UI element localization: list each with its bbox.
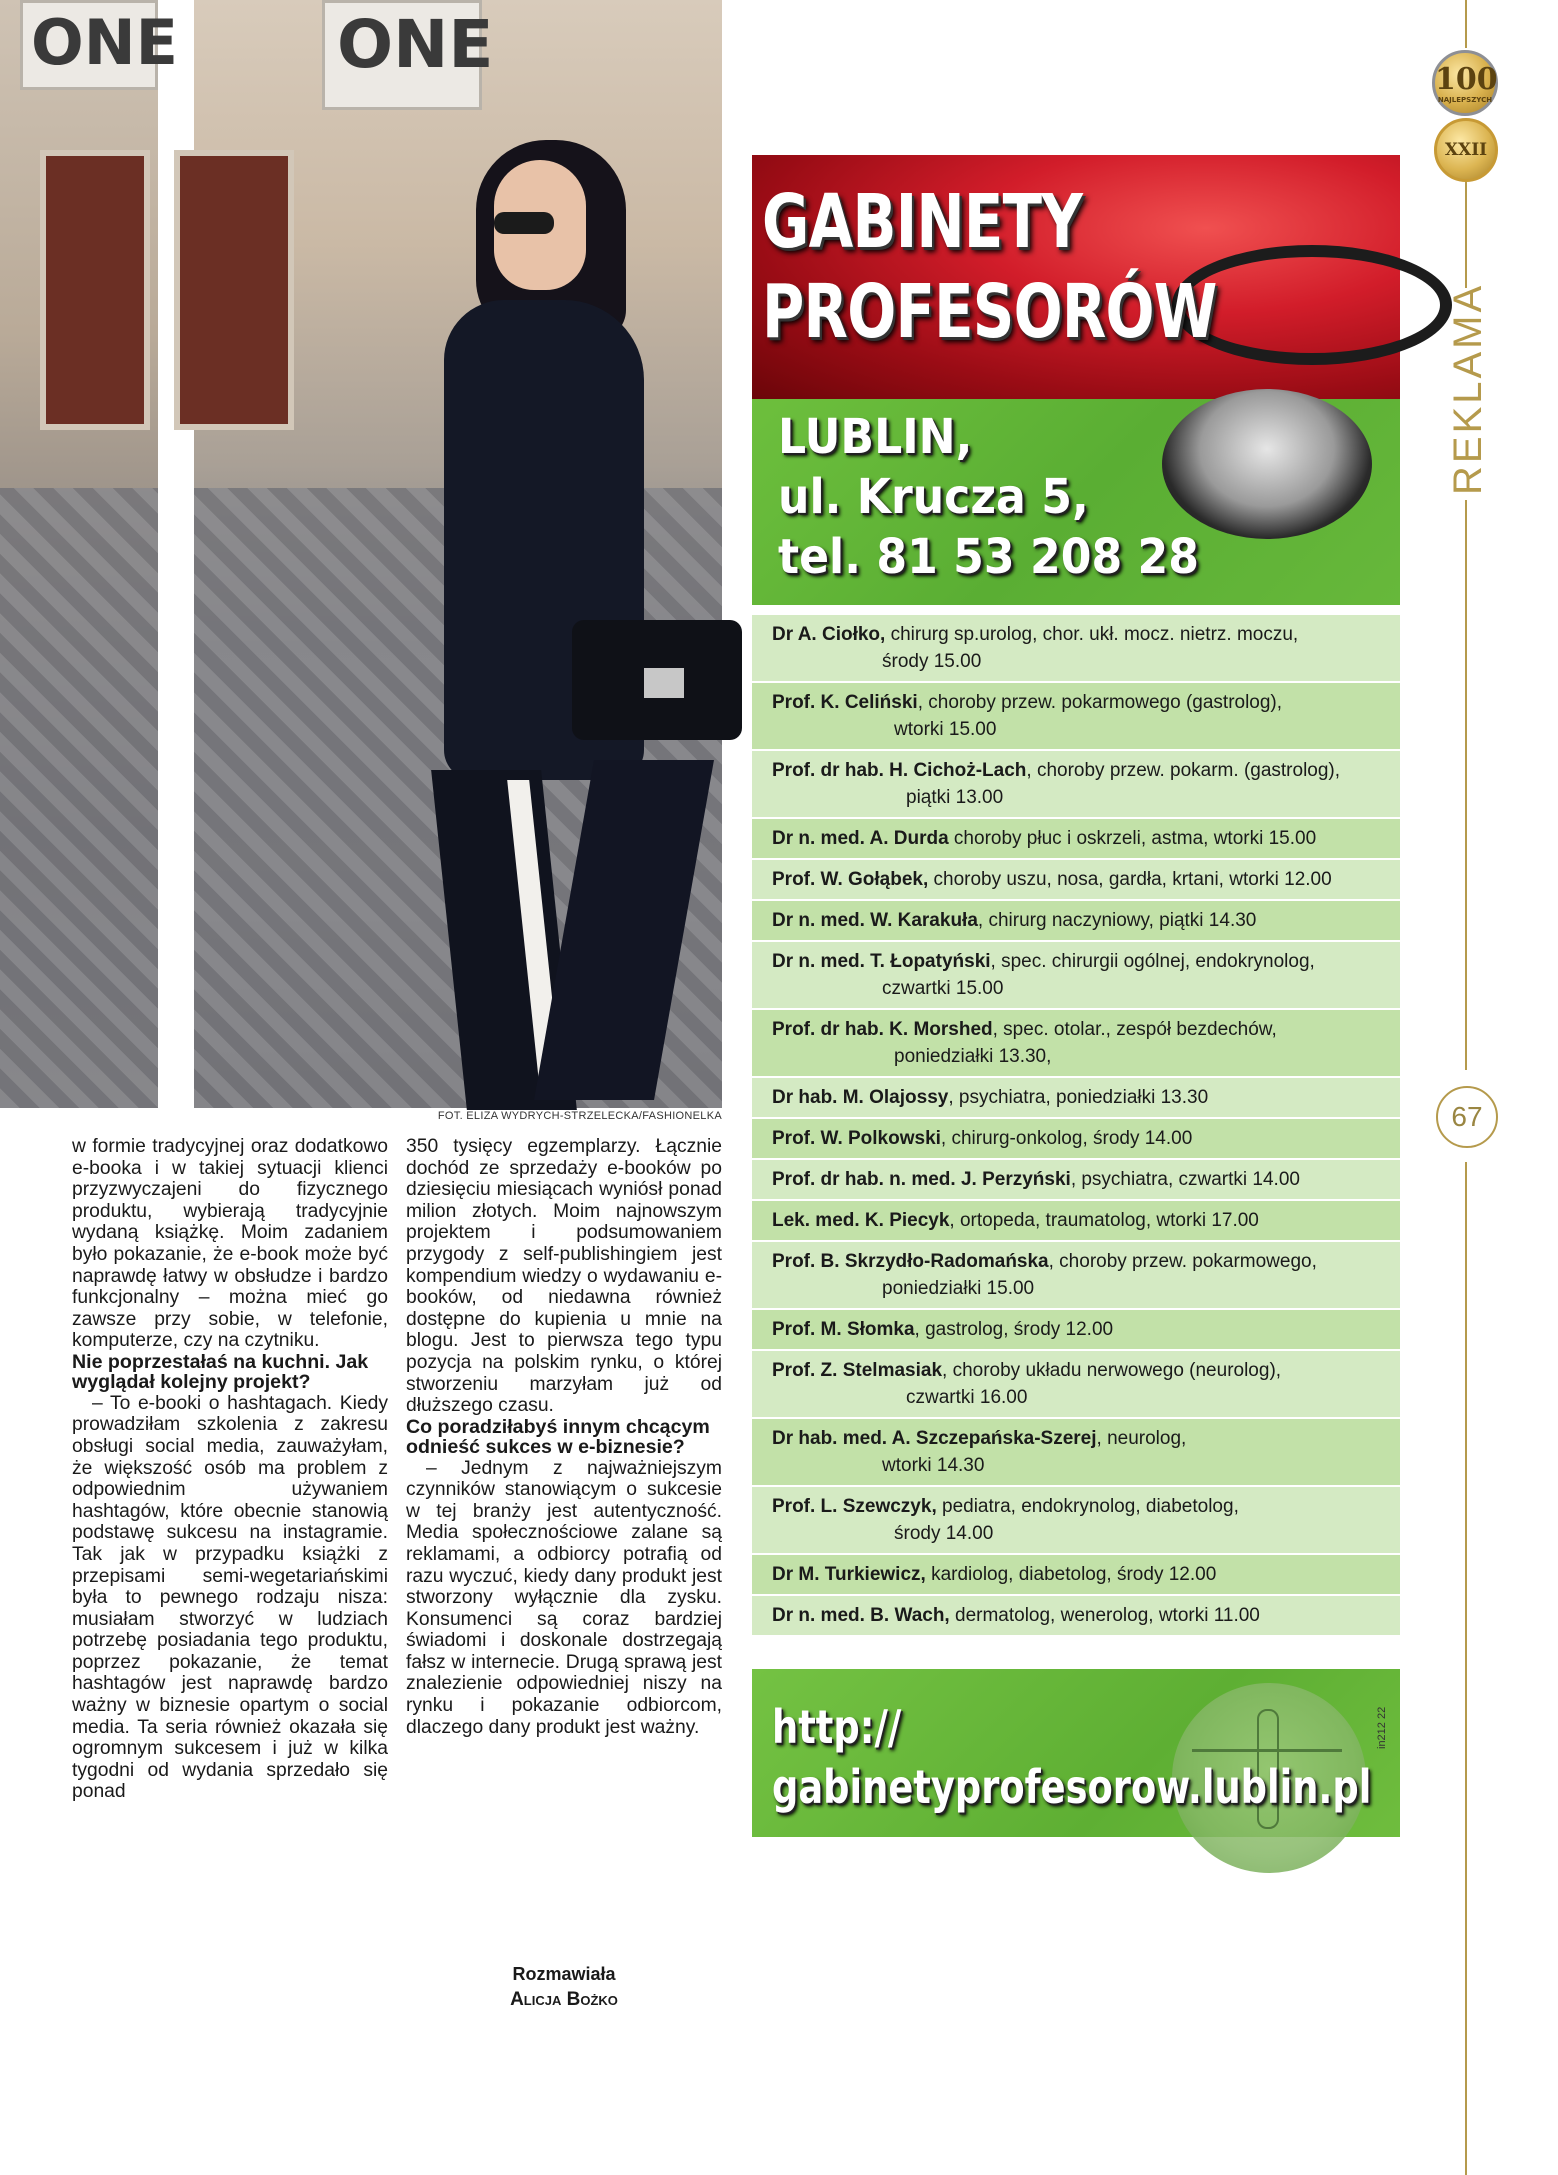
doctor-specialty: pediatra, endokrynolog, diabetolog, [936, 1496, 1239, 1517]
doctor-name: Lek. med. K. Piecyk [772, 1210, 950, 1231]
photo-credit: FOT. ELIZA WYDRYCH-STRZELECKA/FASHIONELKA [437, 1110, 722, 1122]
doctor-specialty: , choroby przew. pokarmowego (gastrolog), [917, 692, 1283, 713]
ad-address [778, 407, 1236, 587]
doctor-specialty: , psychiatra, czwartki 14.00 [1070, 1169, 1300, 1190]
doctor-entry [752, 1240, 1400, 1308]
medal-xxii-number: XXII [1444, 140, 1488, 160]
margin-rule [1465, 500, 1467, 1070]
doctor-specialty: , choroby układu nerwowego (neurolog), [942, 1360, 1282, 1381]
doctor-hours: środy 15.00 [882, 651, 982, 672]
doctor-hours: wtorki 14.30 [882, 1455, 985, 1476]
doctor-name: Dr hab. M. Olajossy [772, 1087, 949, 1108]
ad-title [762, 177, 1217, 357]
doctor-entry [752, 681, 1400, 749]
doctor-specialty: , gastrolog, środy 12.00 [914, 1319, 1114, 1340]
doctor-name: Prof. B. Skrzydło-Radomańska [772, 1251, 1049, 1272]
shop-sign [20, 0, 178, 90]
doctor-entry [752, 899, 1400, 940]
paragraph: 350 tysięcy egzemplarzy. Łącznie dochód ze sprzedaży e-booków po dziesięciu miesiącach wyniósł ponad milion złotych. Moim najnowszym projektem i podsumowaniem przygody z self-publishingiem jest kompendium wiedzy o wydawaniu e-booków, od niedawna również dostępne do kupienia u mnie na blogu. Jest to pierwsza tego typu pozycja na polskim rynku, o której stworzeniu marzyłam już od dłuższego czasu. [406, 1136, 722, 1417]
doctor-name: Dr n. med. A. Durda [772, 828, 949, 849]
door-2 [174, 150, 294, 430]
doctor-name: Prof. W. Polkowski [772, 1128, 941, 1149]
doctor-specialty: chirurg sp.urolog, chor. ukł. mocz. nietrz. moczu, [885, 624, 1299, 645]
doctor-specialty: , psychiatra, poniedziałki 13.30 [948, 1087, 1209, 1108]
doctor-specialty: , choroby przew. pokarm. (gastrolog), [1026, 760, 1341, 781]
doctor-name: Prof. W. Gołąbek, [772, 869, 929, 890]
doctor-entry [752, 1417, 1400, 1485]
doctor-specialty: choroby uszu, nosa, gardła, krtani, wtorki 12.00 [928, 869, 1332, 890]
doctor-specialty: kardiolog, diabetolog, środy 12.00 [925, 1564, 1217, 1585]
paragraph: w formie tradycyjnej oraz dodatkowo e-booka i w takiej sytuacji klienci przyzwyczajeni do fizycznego produktu, wybierają tradycyjnie wydaną książkę. Moim zadaniem było pokazanie, że e-book może być naprawdę łatwy w obsłudze i bardzo funkcjonalny – można mieć go zawsze przy sobie, w telefonie, komputerze, czy na czytniku. [72, 1136, 388, 1352]
doctor-hours: poniedziałki 15.00 [882, 1278, 1035, 1299]
byline-label: Rozmawiała [512, 1964, 616, 1984]
doctor-list [752, 613, 1400, 1635]
doctor-specialty: , spec. chirurgii ogólnej, endokrynolog, [990, 951, 1315, 972]
interview-question: Nie poprzestałaś na kuchni. Jak wyglądał kolejny projekt? [72, 1350, 369, 1394]
doctor-entry [752, 1008, 1400, 1076]
doctor-entry [752, 1485, 1400, 1553]
doctor-entry [752, 1553, 1400, 1594]
doctor-name: Prof. L. Szewczyk, [772, 1496, 937, 1517]
doctor-name: Dr M. Turkiewicz, [772, 1564, 926, 1585]
doctor-name: Dr n. med. W. Karakuła [772, 910, 978, 931]
cobblestone-street [0, 488, 158, 1108]
page-number: 67 [1436, 1086, 1498, 1148]
doctor-name: Dr n. med. T. Łopatyński [772, 951, 991, 972]
doctor-entry [752, 1076, 1400, 1117]
doctor-hours: wtorki 15.00 [894, 719, 997, 740]
doctor-hours: czwartki 16.00 [906, 1387, 1028, 1408]
doctor-entry [752, 1199, 1400, 1240]
doctor-specialty: choroby płuc i oskrzeli, astma, wtorki 15.00 [948, 828, 1317, 849]
doctor-specialty: , chirurg naczyniowy, piątki 14.30 [977, 910, 1257, 931]
doctor-specialty: , chirurg-onkolog, środy 14.00 [940, 1128, 1193, 1149]
doctor-entry [752, 1349, 1400, 1417]
paragraph: – Jednym z najważniejszym czynników stanowiącym o sukcesie w tej branży jest autentyczność. Media społecznościowe zalane są reklamami, a odbiorcy potrafią od razu wyczuć, kiedy dany produkt jest stworzony wyłącznie dla zysku. Konsumenci są coraz bardziej świadomi i doskonale dostrzegają fałsz w internecie. Drugą sprawą jest znalezienie odpowiedniej niszy na rynku i pokazanie odbiorcom, dlaczego dany produkt jest ważny. [406, 1457, 722, 1738]
ad-address-panel [752, 399, 1400, 605]
section-label: REKLAMA [1446, 282, 1490, 495]
paragraph: – To e-booki o hashtagach. Kiedy prowadziłam szkolenia z zakresu obsługi social media, zauważyłam, że większość osób ma problem z odpowiednim używaniem hashtagów, które obecnie stanowią podstawę sukcesu na instagramie. Tak jak w przypadku książki z przepisami semi-wegetariańskimi była to pewnego rodzaju nisza: musiałam stworzyć w ludziach potrzebę posiadania tego produktu, poprzez pokazanie, że temat hashtagów jest naprawdę bardzo ważny w biznesie opartym o social media. Ta seria również okazała się ogromnym sukcesem i już w kilka tygodni od wydania sprzedało się ponad [72, 1392, 388, 1803]
doctor-hours: poniedziałki 13.30, [894, 1046, 1052, 1067]
doctor-entry [752, 613, 1400, 681]
doctor-name: Prof. Z. Stelmasiak [772, 1360, 943, 1381]
doctor-name: Prof. dr hab. n. med. J. Perzyński [772, 1169, 1071, 1190]
doctor-hours: czwartki 15.00 [882, 978, 1004, 999]
doctor-entry [752, 1117, 1400, 1158]
photo-left-crop [0, 0, 178, 1108]
doctor-specialty: dermatolog, wenerolog, wtorki 11.00 [949, 1605, 1260, 1626]
doctor-name: Dr A. Ciołko, [772, 624, 886, 645]
ad-street: ul. Krucza 5, [778, 469, 1089, 525]
medal-100-icon [1432, 50, 1498, 116]
doctor-name: Dr n. med. B. Wach, [772, 1605, 950, 1626]
ad-url-line-1[interactable]: http:// [772, 1700, 902, 1754]
ad-code: in212 22 [1376, 1706, 1388, 1749]
doctor-entry [752, 749, 1400, 817]
doctor-specialty: , ortopeda, traumatolog, wtorki 17.00 [949, 1210, 1259, 1231]
article-column-2 [406, 1136, 722, 1738]
doctor-name: Prof. dr hab. K. Morshed [772, 1019, 993, 1040]
doctor-specialty: , neurolog, [1096, 1428, 1187, 1449]
margin-rule [1465, 1162, 1467, 2175]
doctor-entry [752, 1594, 1400, 1635]
doctor-name: Prof. K. Celiński [772, 692, 918, 713]
interview-question: Co poradziłabyś innym chcącym odnieść sukces w e-biznesie? [406, 1415, 710, 1459]
doctor-entry [752, 940, 1400, 1008]
medal-100-caption: NAJLEPSZYCH [1437, 96, 1493, 104]
doctor-name: Prof. dr hab. H. Cichoż-Lach [772, 760, 1027, 781]
byline-name: Alicja Bożko [510, 1989, 618, 2010]
doctor-entry [752, 817, 1400, 858]
shop-sign-2 [322, 0, 494, 110]
ad-city: LUBLIN, [778, 409, 973, 465]
doctor-entry [752, 858, 1400, 899]
shop-sign-text: ONE [31, 6, 178, 79]
doctor-hours: środy 14.00 [894, 1523, 994, 1544]
ad-title-line-2: PROFESORÓW [762, 269, 1217, 355]
handbag-clasp [644, 668, 684, 698]
ad-phone: tel. 81 53 208 28 [778, 529, 1200, 585]
doctor-name: Dr hab. med. A. Szczepańska-Szerej [772, 1428, 1097, 1449]
ad-header [752, 155, 1400, 399]
medal-xxii-icon [1434, 118, 1498, 182]
doctor-hours: piątki 13.00 [906, 787, 1004, 808]
photo-main [194, 0, 722, 1108]
medal-100-number: 100 [1435, 62, 1498, 97]
doctor-specialty: , choroby przew. pokarmowego, [1048, 1251, 1317, 1272]
doctor-entry [752, 1308, 1400, 1349]
article-column-1 [72, 1136, 388, 1803]
margin-rule [1465, 0, 1467, 48]
ad-url[interactable] [772, 1697, 1521, 1817]
doctor-name: Prof. M. Słomka [772, 1319, 915, 1340]
ad-url-line-2[interactable]: gabinetyprofesorow.lublin.pl [772, 1760, 1372, 1814]
ad-url-panel [752, 1669, 1400, 1837]
shop-sign-2-text: ONE [337, 6, 494, 83]
doctor-specialty: , spec. otolar., zespół bezdechów, [992, 1019, 1277, 1040]
door [40, 150, 150, 430]
advertisement [752, 155, 1400, 1837]
doctor-entry [752, 1158, 1400, 1199]
sunglasses [494, 212, 554, 234]
ad-title-line-1: GABINETY [762, 179, 1083, 265]
